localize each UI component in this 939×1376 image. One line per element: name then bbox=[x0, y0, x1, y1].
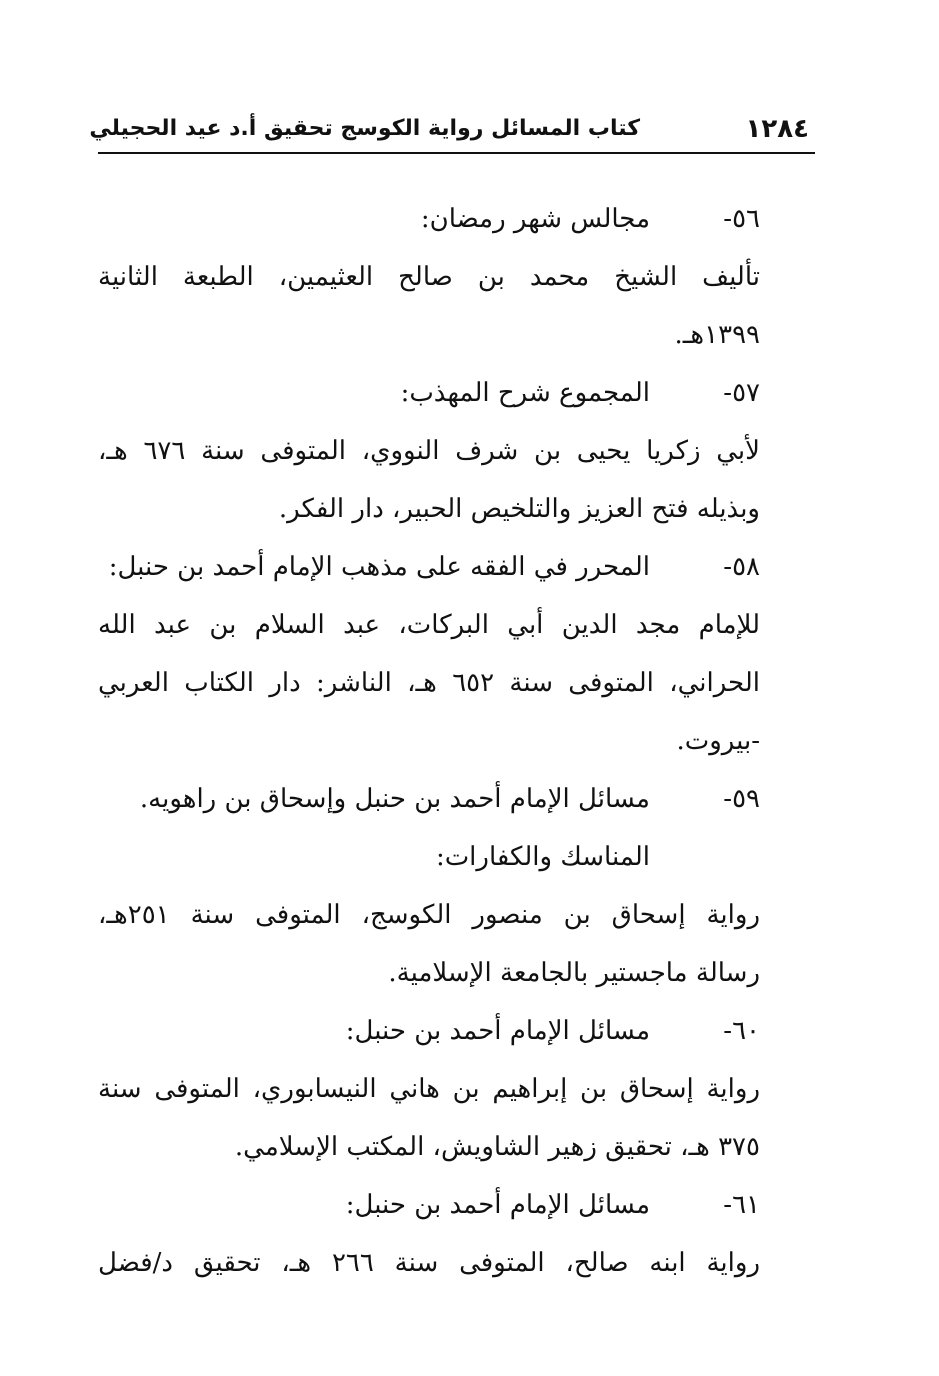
entry-number: ٥٧- bbox=[723, 378, 760, 408]
entry-body-line: -بيروت. bbox=[676, 726, 760, 756]
entry-title: مسائل الإمام أحمد بن حنبل وإسحاق بن راهويه. bbox=[139, 784, 650, 814]
entry-heading bbox=[98, 1002, 760, 1060]
running-title: كتاب المسائل رواية الكوسج تحقيق أ.د عيد الحجيلي bbox=[89, 116, 640, 141]
entry-body-line: وبذيله فتح العزيز والتلخيص الحبير، دار الفكر. bbox=[278, 494, 760, 524]
entry-number: ٦٠- bbox=[723, 1016, 760, 1046]
entry-title-continued: المناسك والكفارات: bbox=[435, 842, 650, 872]
entry-title: مجالس شهر رمضان: bbox=[420, 204, 650, 234]
entry-body-line: رسالة ماجستير بالجامعة الإسلامية. bbox=[388, 958, 760, 988]
entry-heading bbox=[98, 1176, 760, 1234]
entry-number: ٥٩- bbox=[723, 784, 760, 814]
entry-body-line: رواية إسحاق بن إبراهيم بن هاني النيسابوري، المتوفى سنة bbox=[98, 1074, 760, 1104]
entry-number: ٥٦- bbox=[723, 204, 760, 234]
entry-body-line: ١٣٩٩هـ. bbox=[674, 320, 760, 350]
entry-heading bbox=[98, 770, 760, 828]
header-rule bbox=[98, 152, 815, 154]
entry-body-line: الحراني، المتوفى سنة ٦٥٢ هـ، الناشر: دار الكتاب العربي bbox=[98, 668, 760, 698]
entry-title: مسائل الإمام أحمد بن حنبل: bbox=[345, 1190, 650, 1220]
entry-number: ٦١- bbox=[723, 1190, 760, 1220]
entry-title: المحرر في الفقه على مذهب الإمام أحمد بن حنبل: bbox=[108, 552, 650, 582]
entry-heading bbox=[98, 364, 760, 422]
page-header bbox=[89, 112, 815, 152]
entry-body-line: ٣٧٥ هـ، تحقيق زهير الشاويش، المكتب الإسلامي. bbox=[234, 1132, 760, 1162]
entry-body-line: رواية إسحاق بن منصور الكوسج، المتوفى سنة ٢٥١هـ، bbox=[98, 900, 760, 930]
entry-body-line: للإمام مجد الدين أبي البركات، عبد السلام بن عبد الله bbox=[98, 610, 760, 640]
entry-body-line: تأليف الشيخ محمد بن صالح العثيمين، الطبعة الثانية bbox=[98, 262, 760, 292]
entry-title: مسائل الإمام أحمد بن حنبل: bbox=[345, 1016, 650, 1046]
entry-body-line: لأبي زكريا يحيى بن شرف النووي، المتوفى سنة ٦٧٦ هـ، bbox=[98, 436, 760, 466]
entry-heading-continued bbox=[98, 828, 760, 886]
entry-body-line: رواية ابنه صالح، المتوفى سنة ٢٦٦ هـ، تحقيق د/فضل bbox=[98, 1248, 760, 1278]
entry-title: المجموع شرح المهذب: bbox=[400, 378, 650, 408]
entry-heading bbox=[98, 190, 760, 248]
page-number: ١٢٨٤ bbox=[745, 114, 809, 144]
entry-number: ٥٨- bbox=[723, 552, 760, 582]
entry-heading bbox=[98, 538, 760, 596]
bibliography-list bbox=[98, 190, 760, 1292]
